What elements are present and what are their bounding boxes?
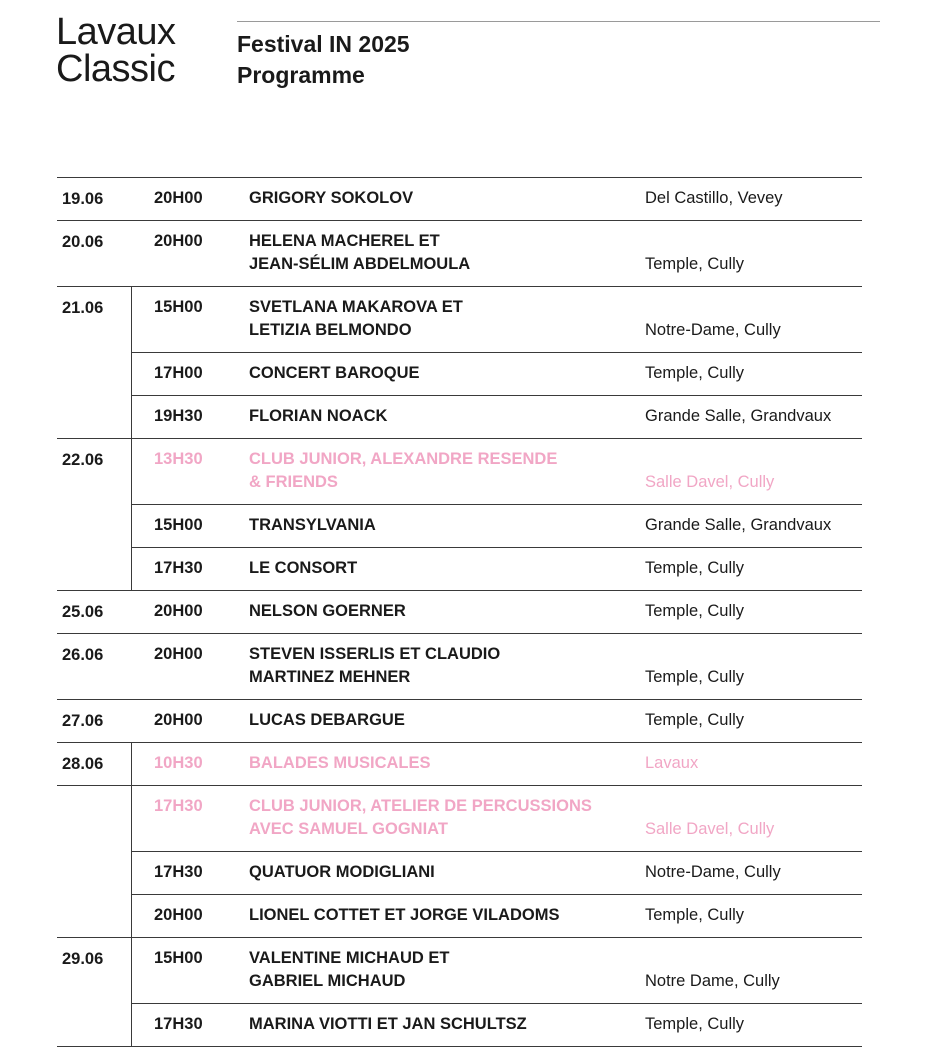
event-venue: Notre-Dame, Cully [645,863,781,881]
event-row [57,785,862,851]
event-venue: Temple, Cully [645,255,745,273]
event-date: 26.06 [62,646,104,664]
event-time: 19H30 [154,407,203,425]
event-time: 10H30 [154,754,203,772]
festival-logo [56,11,176,90]
event-time: 15H00 [154,298,203,316]
event-date: 27.06 [62,712,104,730]
day-group [57,633,862,699]
day-group [57,742,862,937]
event-row [57,439,862,504]
event-time: 15H00 [154,949,203,967]
event-time: 20H00 [154,711,203,729]
event-title-line: BALADES MUSICALES [249,754,431,772]
event-date: 20.06 [62,233,104,251]
event-date: 21.06 [62,299,104,317]
event-venue: Notre Dame, Cully [645,972,780,990]
event-row [57,743,862,785]
event-venue: Temple, Cully [645,668,745,686]
day-group [57,590,862,633]
event-title-line: AVEC SAMUEL GOGNIAT [249,820,448,838]
event-venue: Salle Davel, Cully [645,820,775,838]
day-group [57,937,862,1047]
page-subtitle: Programme [237,62,365,88]
header-rule [237,21,880,22]
event-row [131,1003,862,1046]
event-venue: Lavaux [645,754,699,772]
event-title [249,600,406,623]
event-row [57,178,862,220]
event-date: 19.06 [62,190,104,208]
page-title: Festival IN 2025 [237,31,410,57]
event-title [249,187,413,210]
event-title-line: LE CONSORT [249,559,358,577]
event-venue: Grande Salle, Grandvaux [645,407,832,425]
event-date: 22.06 [62,451,104,469]
event-time: 17H30 [154,797,203,815]
event-title [249,861,435,884]
event-row [131,851,862,894]
event-row [57,938,862,1003]
event-title-line: FLORIAN NOACK [249,407,388,425]
event-row [131,894,862,937]
event-title [249,296,463,342]
event-title-line: TRANSYLVANIA [249,516,376,534]
event-title-line: & FRIENDS [249,473,338,491]
page-heading [237,29,410,91]
event-row [57,287,862,352]
day-group [57,177,862,220]
event-time: 20H00 [154,602,203,620]
event-time: 17H30 [154,1015,203,1033]
logo-line-1: Lavaux [56,11,176,53]
event-title-line: LUCAS DEBARGUE [249,711,405,729]
event-title [249,709,405,732]
event-time: 20H00 [154,189,203,207]
event-time: 17H30 [154,559,203,577]
event-title-line: VALENTINE MICHAUD ET [249,949,450,967]
event-title-line: GRIGORY SOKOLOV [249,189,414,207]
event-title-line: JEAN-SÉLIM ABDELMOULA [249,255,471,273]
event-row [131,504,862,547]
event-row [131,352,862,395]
event-venue: Temple, Cully [645,711,745,729]
event-title-line: MARINA VIOTTI ET JAN SCHULTSZ [249,1015,527,1033]
event-title-line: CLUB JUNIOR, ATELIER DE PERCUSSIONS [249,797,592,815]
event-title-line: NELSON GOERNER [249,602,406,620]
event-title-line: CONCERT BAROQUE [249,364,420,382]
event-title-line: LETIZIA BELMONDO [249,321,412,339]
event-title-line: HELENA MACHEREL ET [249,232,440,250]
event-time: 13H30 [154,450,203,468]
day-group [57,438,862,590]
event-date: 28.06 [62,755,104,773]
event-title [249,362,420,385]
event-time: 15H00 [154,516,203,534]
event-title [249,947,449,993]
event-venue: Notre-Dame, Cully [645,321,781,339]
event-row [131,395,862,438]
event-venue: Temple, Cully [645,364,745,382]
event-title [249,904,559,927]
event-time: 20H00 [154,906,203,924]
event-venue: Del Castillo, Vevey [645,189,783,207]
event-title-line: QUATUOR MODIGLIANI [249,863,435,881]
event-venue: Temple, Cully [645,906,745,924]
event-time: 17H30 [154,863,203,881]
event-row [131,547,862,590]
event-title [249,752,431,775]
day-group [57,286,862,438]
event-title [249,448,557,494]
event-time: 20H00 [154,645,203,663]
event-title-line: STEVEN ISSERLIS ET CLAUDIO [249,645,501,663]
event-date: 25.06 [62,603,104,621]
event-title-line: GABRIEL MICHAUD [249,972,406,990]
logo-line-2: Classic [56,48,175,90]
event-title [249,1013,527,1036]
day-group [57,699,862,742]
event-title-line: SVETLANA MAKAROVA ET [249,298,463,316]
event-title [249,643,500,689]
event-title-line: CLUB JUNIOR, ALEXANDRE RESENDE [249,450,558,468]
event-time: 20H00 [154,232,203,250]
event-venue: Temple, Cully [645,559,745,577]
event-venue: Salle Davel, Cully [645,473,775,491]
day-group [57,220,862,286]
event-venue: Temple, Cully [645,1015,745,1033]
event-title [249,795,592,841]
event-title [249,514,376,537]
event-row [57,591,862,633]
event-time: 17H00 [154,364,203,382]
event-title-line: LIONEL COTTET ET JORGE VILADOMS [249,906,560,924]
event-title [249,557,357,580]
event-row [57,634,862,699]
event-title [249,230,470,276]
event-title-line: MARTINEZ MEHNER [249,668,411,686]
event-row [57,221,862,286]
event-row [57,700,862,742]
event-date: 29.06 [62,950,104,968]
event-venue: Grande Salle, Grandvaux [645,516,832,534]
event-title [249,405,387,428]
event-venue: Temple, Cully [645,602,745,620]
programme-table [57,177,862,1047]
